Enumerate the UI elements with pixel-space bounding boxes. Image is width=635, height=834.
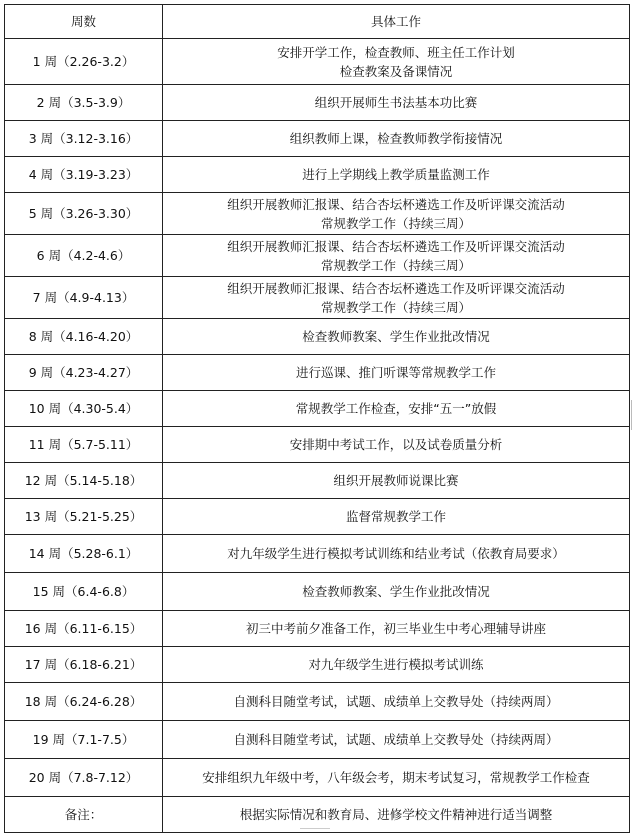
- task-cell: [163, 193, 630, 235]
- week-cell: 备注：: [5, 797, 163, 833]
- week-cell: 1 周（2.26-3.2）: [5, 39, 163, 85]
- task-cell: [163, 759, 630, 797]
- task-line: 常规教学工作（持续三周）: [320, 257, 471, 273]
- task-line: 组织开展师生书法基本功比赛: [314, 95, 478, 110]
- task-line: 进行巡课、推门听课等常规教学工作: [295, 365, 496, 380]
- table-row: [5, 39, 630, 85]
- week-cell: 12 周（5.14-5.18）: [5, 463, 163, 499]
- week-cell: 17 周（6.18-6.21）: [5, 647, 163, 683]
- table-row: [5, 611, 630, 647]
- week-cell: 2 周（3.5-3.9）: [5, 85, 163, 121]
- task-line: 对九年级学生进行模拟考试训练和结业考试（依教育局要求）: [227, 546, 565, 561]
- task-line: 组织开展教师说课比赛: [333, 473, 459, 488]
- edge-mark: [300, 828, 330, 834]
- table-row: [5, 683, 630, 721]
- week-cell: 15 周（6.4-6.8）: [5, 573, 163, 611]
- table-row: [5, 235, 630, 277]
- task-line: 初三中考前夕准备工作，初三毕业生中考心理辅导讲座: [245, 621, 546, 636]
- task-line: 自测科目随堂考试，试题、成绩单上交教导处（持续两周）: [233, 732, 559, 747]
- table-row: [5, 319, 630, 355]
- task-line: 组织开展教师汇报课、结合杏坛杯遴选工作及听评课交流活动: [227, 238, 565, 254]
- week-cell: 11 周（5.7-5.11）: [5, 427, 163, 463]
- task-line: 安排组织九年级中考，八年级会考，期末考试复习，常规教学工作检查: [202, 770, 590, 785]
- week-cell: 20 周（7.8-7.12）: [5, 759, 163, 797]
- table-row: [5, 391, 630, 427]
- table-row: [5, 647, 630, 683]
- table-row: [5, 427, 630, 463]
- week-cell: 19 周（7.1-7.5）: [5, 721, 163, 759]
- table-row: [5, 193, 630, 235]
- week-cell: 10 周（4.30-5.4）: [5, 391, 163, 427]
- week-cell: 3 周（3.12-3.16）: [5, 121, 163, 157]
- task-cell: [163, 85, 630, 121]
- task-cell: [163, 39, 630, 85]
- week-cell: 16 周（6.11-6.15）: [5, 611, 163, 647]
- task-line: 根据实际情况和教育局、进修学校文件精神进行适当调整: [239, 807, 553, 822]
- table-row: [5, 121, 630, 157]
- task-line: 进行上学期线上教学质量监测工作: [302, 167, 490, 182]
- table-row: [5, 499, 630, 535]
- task-cell: [163, 319, 630, 355]
- table-row: [5, 85, 630, 121]
- week-cell: 9 周（4.23-4.27）: [5, 355, 163, 391]
- task-cell: [163, 611, 630, 647]
- task-line: 常规教学工作（持续三周）: [320, 215, 471, 231]
- task-line: 监督常规教学工作: [345, 509, 446, 524]
- task-cell: [163, 463, 630, 499]
- table-row: [5, 157, 630, 193]
- week-cell: 4 周（3.19-3.23）: [5, 157, 163, 193]
- task-line: 常规教学工作（持续三周）: [320, 299, 471, 315]
- task-cell: [163, 797, 630, 833]
- week-cell: 6 周（4.2-4.6）: [5, 235, 163, 277]
- task-cell: [163, 499, 630, 535]
- task-line: 组织开展教师汇报课、结合杏坛杯遴选工作及听评课交流活动: [227, 280, 565, 296]
- task-line: 常规教学工作检查，安排“五一”放假: [295, 401, 497, 416]
- table-header-row: [5, 5, 630, 39]
- task-line: 组织开展教师汇报课、结合杏坛杯遴选工作及听评课交流活动: [227, 196, 565, 212]
- table-row: [5, 277, 630, 319]
- table-body: [5, 39, 630, 833]
- table-row: [5, 463, 630, 499]
- table-row: [5, 355, 630, 391]
- task-line: 对九年级学生进行模拟考试训练: [308, 657, 484, 672]
- table-row: [5, 535, 630, 573]
- task-cell: [163, 573, 630, 611]
- header-week: 周数: [5, 5, 163, 39]
- table-row: [5, 759, 630, 797]
- task-cell: [163, 157, 630, 193]
- task-cell: [163, 647, 630, 683]
- week-cell: 14 周（5.28-6.1）: [5, 535, 163, 573]
- task-line: 自测科目随堂考试，试题、成绩单上交教导处（持续两周）: [233, 694, 559, 709]
- task-cell: [163, 721, 630, 759]
- table-row: [5, 721, 630, 759]
- week-cell: 8 周（4.16-4.20）: [5, 319, 163, 355]
- edge-mark: [631, 400, 635, 430]
- task-line: 组织教师上课，检查教师教学衔接情况: [289, 131, 503, 146]
- task-cell: [163, 535, 630, 573]
- task-cell: [163, 277, 630, 319]
- task-cell: [163, 391, 630, 427]
- task-line: 安排期中考试工作，以及试卷质量分析: [289, 437, 503, 452]
- week-cell: 7 周（4.9-4.13）: [5, 277, 163, 319]
- task-cell: [163, 427, 630, 463]
- week-cell: 5 周（3.26-3.30）: [5, 193, 163, 235]
- schedule-table: [4, 4, 630, 833]
- task-cell: [163, 235, 630, 277]
- header-task: 具体工作: [163, 5, 630, 39]
- task-line: 安排开学工作，检查教师、班主任工作计划: [277, 44, 515, 60]
- task-line: 检查教师教案、学生作业批改情况: [302, 329, 490, 344]
- task-line: 检查教师教案、学生作业批改情况: [302, 584, 490, 599]
- task-cell: [163, 121, 630, 157]
- table-row: [5, 573, 630, 611]
- week-cell: 13 周（5.21-5.25）: [5, 499, 163, 535]
- task-cell: [163, 355, 630, 391]
- week-cell: 18 周（6.24-6.28）: [5, 683, 163, 721]
- task-line: 检查教案及备课情况: [339, 63, 453, 79]
- task-cell: [163, 683, 630, 721]
